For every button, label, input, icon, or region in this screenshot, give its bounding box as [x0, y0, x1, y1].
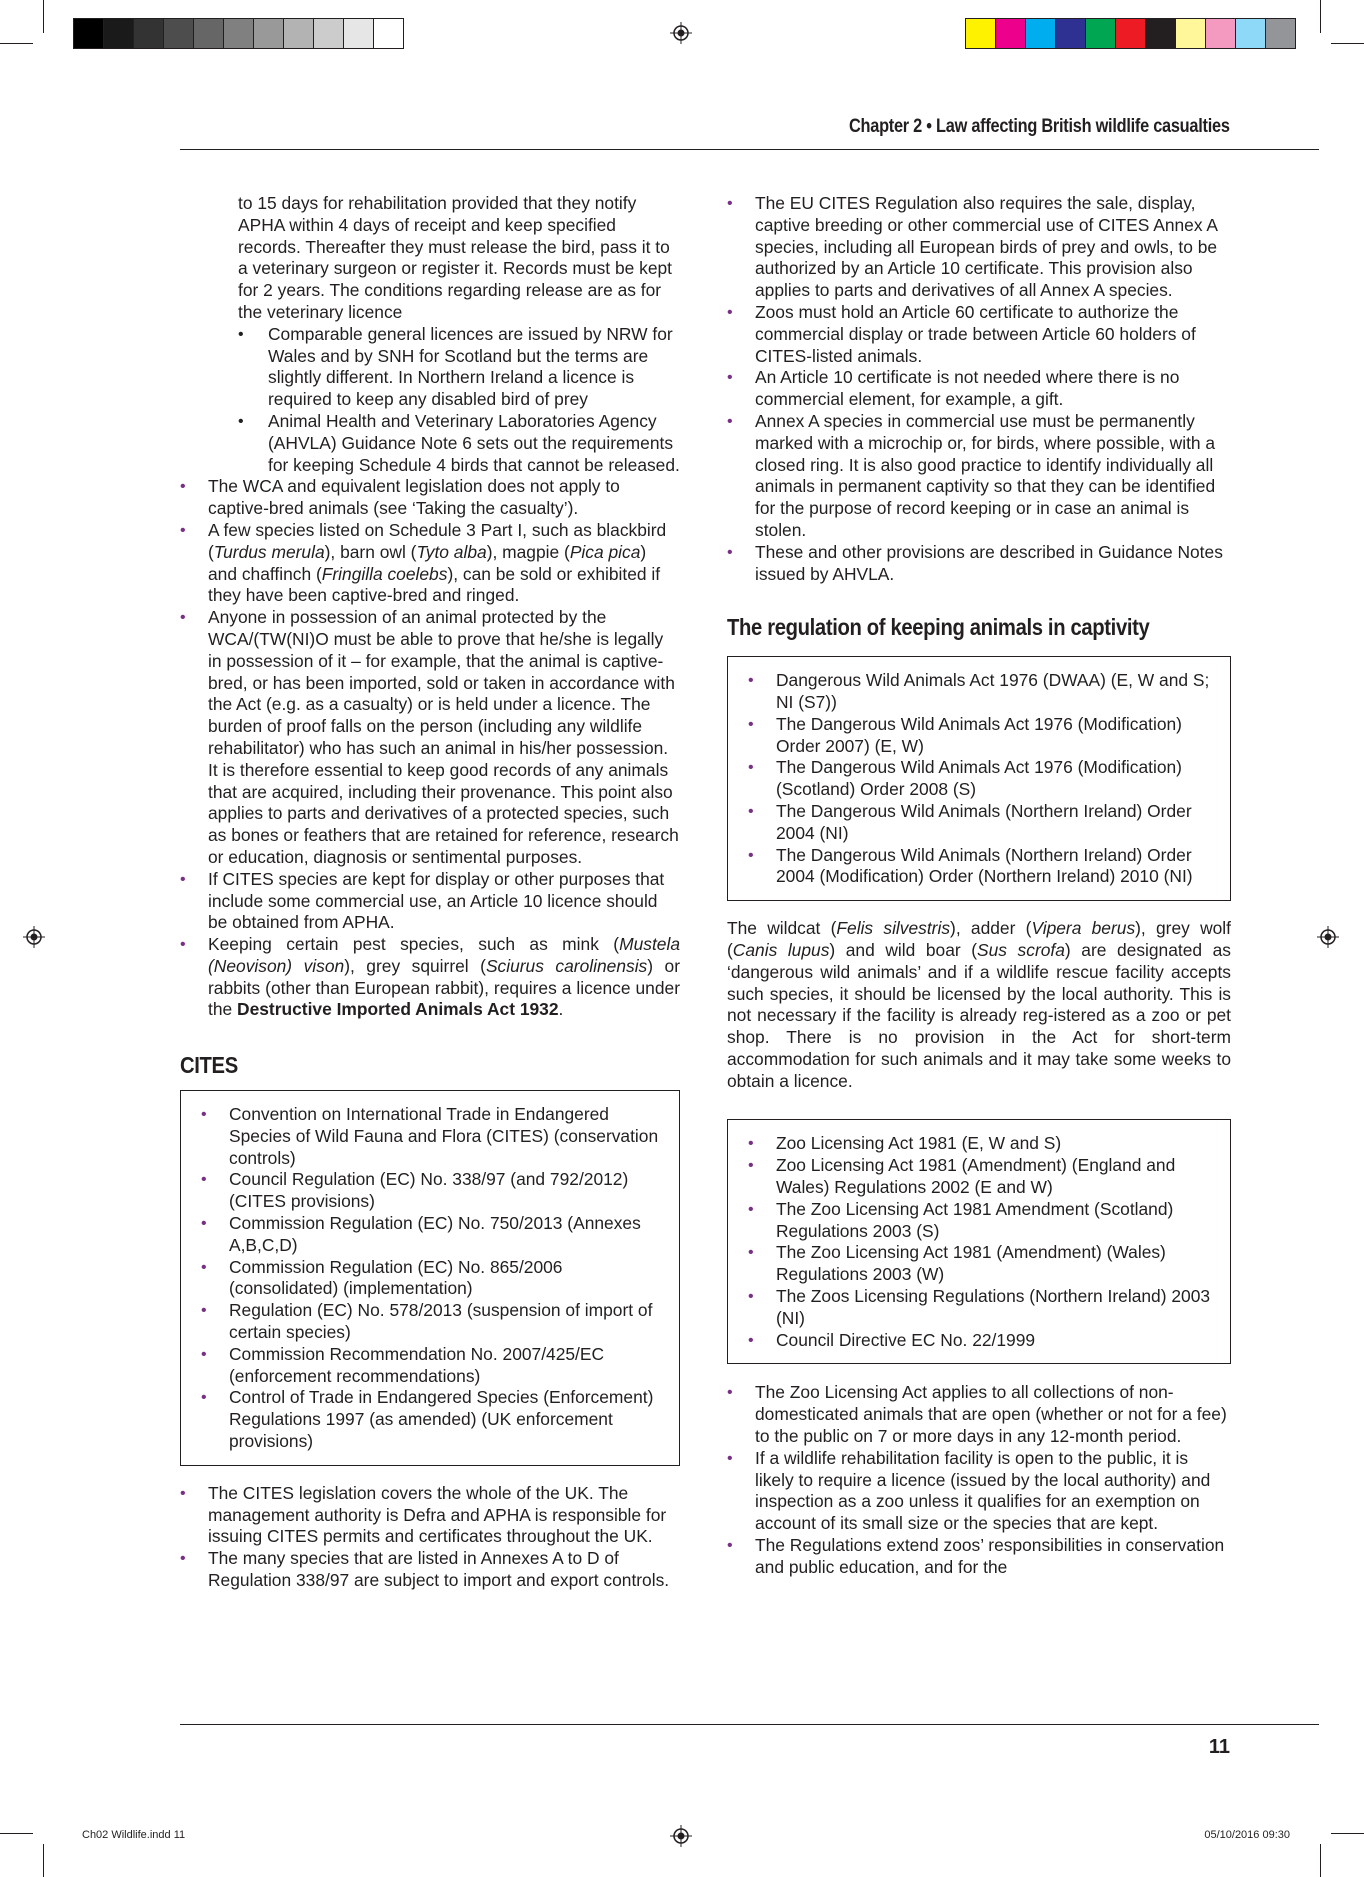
list-item: • The Zoo Licensing Act 1981 (Amendment) (Wales) Regulations 2003 (W)	[748, 1242, 1216, 1286]
bullet-list	[180, 476, 680, 1021]
continued-sub-bullet: to 15 days for rehabilitation provided that they notify APHA within 4 days of receipt and keep specified records. Thereafter they must release the bird, pass it to a veterinary surgeon or register it. Records must be kept for 2 years. The conditions regarding release are as for the veterinary licence	[238, 193, 672, 322]
gray-swatch	[344, 19, 374, 48]
gray-swatch	[74, 19, 104, 48]
color-swatch	[1206, 19, 1236, 48]
list-item: • The Zoo Licensing Act 1981 Amendment (Scotland) Regulations 2003 (S)	[748, 1199, 1216, 1243]
list-item: • Regulation (EC) No. 578/2013 (suspension of import of certain species)	[201, 1300, 665, 1344]
list-item: • If CITES species are kept for display or other purposes that include some commercial use, an Article 10 licence should be obtained from APHA.	[180, 869, 680, 934]
cites-legislation-list	[201, 1104, 665, 1453]
list-item: • The Zoo Licensing Act applies to all collections of non-domesticated animals that are open (whether or not for a fee) to the public on 7 or more days in any 12-month period.	[727, 1382, 1231, 1447]
color-swatch	[1236, 19, 1266, 48]
gray-swatch	[374, 19, 403, 48]
list-item: • Commission Recommendation No. 2007/425/EC (enforcement recommendations)	[201, 1344, 665, 1388]
list-item: • These and other provisions are described in Guidance Notes issued by AHVLA.	[727, 542, 1231, 586]
zoo-licensing-box	[727, 1119, 1231, 1364]
list-item: • The CITES legislation covers the whole of the UK. The management authority is Defra and APHA is responsible for issuing CITES permits and certificates throughout the UK.	[180, 1483, 680, 1548]
registration-mark-bottom	[670, 1825, 692, 1847]
gray-swatch	[164, 19, 194, 48]
grayscale-calibration-strip	[73, 18, 404, 49]
dwa-legislation-list	[748, 670, 1216, 888]
slug-filename: Ch02 Wildlife.indd 11	[82, 1829, 186, 1841]
registration-mark-right	[1317, 926, 1339, 948]
list-item: • A few species listed on Schedule 3 Part I, such as blackbird (Turdus merula), barn owl (Tyto alba), magpie (Pica pica) and chaffinch (Fringilla coelebs), can be sold or exhibited if they have been captive-bred and ringed.	[180, 520, 680, 607]
list-item: • Control of Trade in Endangered Species (Enforcement) Regulations 1997 (as amended) (UK enforcement provisions)	[201, 1387, 665, 1452]
list-item: • Keeping certain pest species, such as mink (Mustela (Neovison) vison), grey squirrel (Sciurus carolinensis) or rabbits (other than European rabbit), requires a licence under the Destructive Imported Animals Act 1932.	[180, 934, 680, 1021]
running-head: Chapter 2 • Law affecting British wildlife casualties	[849, 116, 1230, 137]
dangerous-wild-animals-box	[727, 656, 1231, 901]
sub-bullet-list	[180, 324, 680, 477]
left-column	[180, 193, 680, 1592]
list-item: • Annex A species in commercial use must be permanently marked with a microchip or, for birds, where possible, with a closed ring. It is also good practice to identify individually all animals in permanent captivity so that they can be identified for the purpose of record keeping or in case an animal is stolen.	[727, 411, 1231, 542]
gray-swatch	[284, 19, 314, 48]
slug-timestamp: 05/10/2016 09:30	[1204, 1829, 1290, 1841]
gray-swatch	[224, 19, 254, 48]
list-item: • Zoo Licensing Act 1981 (E, W and S)	[748, 1133, 1216, 1155]
color-calibration-strip	[965, 18, 1296, 49]
list-item: • The many species that are listed in Annexes A to D of Regulation 338/97 are subject to import and export controls.	[180, 1548, 680, 1592]
list-item: • Zoo Licensing Act 1981 (Amendment) (England and Wales) Regulations 2002 (E and W)	[748, 1155, 1216, 1199]
footer-rule	[180, 1724, 1319, 1725]
list-item: • The EU CITES Regulation also requires the sale, display, captive breeding or other commercial use of CITES Annex A species, including all European birds of prey and owls, to be authorized by an Article 10 certificate. This provision also applies to parts and derivatives of all Annex A species.	[727, 193, 1231, 302]
list-item: • Animal Health and Veterinary Laboratories Agency (AHVLA) Guidance Note 6 sets out the requirements for keeping Schedule 4 birds that cannot be released.	[238, 411, 680, 476]
cites-legislation-box	[180, 1090, 680, 1466]
color-swatch	[1086, 19, 1116, 48]
crop-mark	[0, 43, 33, 44]
list-item: • If a wildlife rehabilitation facility is open to the public, it is likely to require a licence (issued by the local authority) and inspection as a zoo unless it qualifies for an exemption on account of its small size or the species that are kept.	[727, 1448, 1231, 1535]
list-item: • The Dangerous Wild Animals (Northern Ireland) Order 2004 (NI)	[748, 801, 1216, 845]
color-swatch	[966, 19, 996, 48]
crop-mark	[1320, 1844, 1321, 1877]
dangerous-animals-paragraph: The wildcat (Felis silvestris), adder (Vipera berus), grey wolf (Canis lupus) and wild boar (Sus scrofa) are designated as ‘dangerous wild animals’ and if a wildlife rescue facility accepts such species, it should be licensed by the local authority. This is not necessary if the facility is already reg-istered as a zoo or pet shop. There is no provision in the Act for short-term accommodation for such animals and it may take some weeks to obtain a licence.	[727, 918, 1232, 1091]
crop-mark	[1331, 43, 1364, 44]
bullet-list	[180, 1483, 680, 1592]
crop-mark	[43, 1844, 44, 1877]
bullet-list	[727, 1382, 1231, 1578]
list-item: • Comparable general licences are issued by NRW for Wales and by SNH for Scotland but the terms are slightly different. In Northern Ireland a licence is required to keep any disabled bird of prey	[238, 324, 680, 411]
header-rule	[180, 149, 1319, 150]
cites-heading: CITES	[180, 1052, 238, 1079]
crop-mark	[1320, 0, 1321, 33]
list-item: • Council Regulation (EC) No. 338/97 (and 792/2012) (CITES provisions)	[201, 1169, 665, 1213]
list-item: • The Regulations extend zoos’ responsibilities in conservation and public education, and for the	[727, 1535, 1231, 1579]
crop-mark	[0, 1833, 33, 1834]
registration-mark-top	[670, 22, 692, 44]
list-item: • Convention on International Trade in Endangered Species of Wild Fauna and Flora (CITES) (conservation controls)	[201, 1104, 665, 1169]
list-item: • The Dangerous Wild Animals Act 1976 (Modification) Order 2007) (E, W)	[748, 714, 1216, 758]
crop-mark	[1331, 1833, 1364, 1834]
gray-swatch	[194, 19, 224, 48]
zoo-legislation-list	[748, 1133, 1216, 1351]
list-item: • The Zoos Licensing Regulations (Northern Ireland) 2003 (NI)	[748, 1286, 1216, 1330]
list-item: • The Dangerous Wild Animals (Northern Ireland) Order 2004 (Modification) Order (Northern Ireland) 2010 (NI)	[748, 845, 1216, 889]
list-item: • Council Directive EC No. 22/1999	[748, 1330, 1216, 1352]
color-swatch	[996, 19, 1026, 48]
gray-swatch	[134, 19, 164, 48]
list-item: • Dangerous Wild Animals Act 1976 (DWAA) (E, W and S; NI (S7))	[748, 670, 1216, 714]
list-item: • Commission Regulation (EC) No. 865/2006 (consolidated) (implementation)	[201, 1257, 665, 1301]
list-item: • The Dangerous Wild Animals Act 1976 (Modification) (Scotland) Order 2008 (S)	[748, 757, 1216, 801]
page-number: 11	[1208, 1736, 1230, 1758]
list-item: • Zoos must hold an Article 60 certificate to authorize the commercial display or trade between Article 60 holders of CITES-listed animals.	[727, 302, 1231, 367]
list-item: • The WCA and equivalent legislation does not apply to captive-bred animals (see ‘Taking the casualty’).	[180, 476, 680, 520]
color-swatch	[1116, 19, 1146, 48]
gray-swatch	[254, 19, 284, 48]
list-item: • Commission Regulation (EC) No. 750/2013 (Annexes A,B,C,D)	[201, 1213, 665, 1257]
color-swatch	[1176, 19, 1206, 48]
color-swatch	[1056, 19, 1086, 48]
right-column	[727, 193, 1231, 1579]
gray-swatch	[314, 19, 344, 48]
list-item: • Anyone in possession of an animal protected by the WCA/(TW(NI)O must be able to prove that he/she is legally in possession of it – for example, that the animal is captive-bred, or has been imported, sold or taken in accordance with the Act (e.g. as a casualty) or is held under a licence. The burden of proof falls on the person (including any wildlife rehabilitator) who has such an animal in his/her possession. It is therefore essential to keep good records of any animals that are acquired, including their provenance. This point also applies to parts and derivatives of a protected species, such as bones or feathers that are retained for reference, research or education, diagnosis or sentimental purposes.	[180, 607, 680, 869]
captivity-heading: The regulation of keeping animals in captivity	[727, 614, 1150, 641]
gray-swatch	[104, 19, 134, 48]
bullet-list	[727, 193, 1231, 585]
color-swatch	[1146, 19, 1176, 48]
color-swatch	[1026, 19, 1056, 48]
list-item: • An Article 10 certificate is not needed where there is no commercial element, for example, a gift.	[727, 367, 1231, 411]
crop-mark	[43, 0, 44, 33]
color-swatch	[1266, 19, 1295, 48]
registration-mark-left	[23, 926, 45, 948]
